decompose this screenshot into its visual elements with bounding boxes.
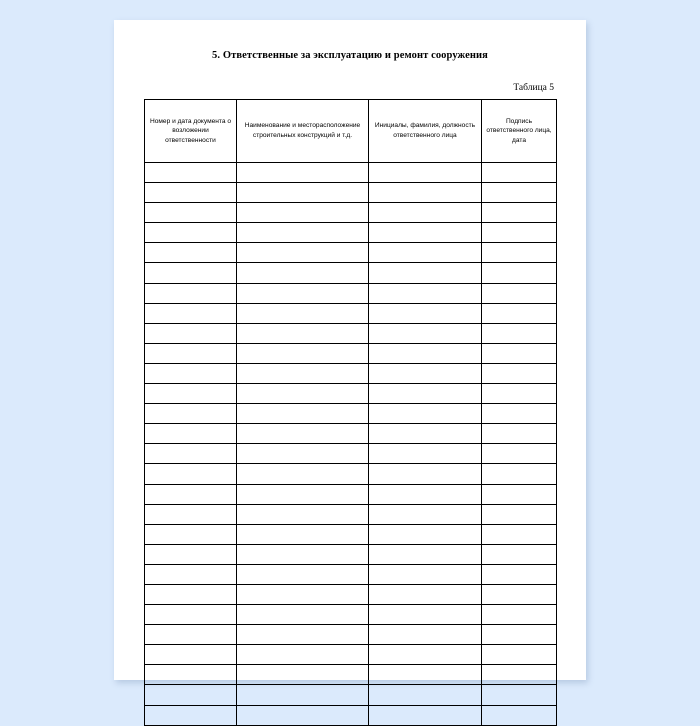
table-cell[interactable] [482, 484, 557, 504]
table-row [145, 163, 557, 183]
table-cell[interactable] [237, 384, 369, 404]
table-cell[interactable] [145, 665, 237, 685]
table-cell[interactable] [369, 384, 482, 404]
table-cell[interactable] [369, 404, 482, 424]
table-cell[interactable] [482, 163, 557, 183]
table-cell[interactable] [237, 504, 369, 524]
table-cell[interactable] [237, 464, 369, 484]
table-row [145, 524, 557, 544]
table-row [145, 584, 557, 604]
table-cell[interactable] [237, 645, 369, 665]
table-cell[interactable] [237, 323, 369, 343]
table-cell[interactable] [237, 605, 369, 625]
table-caption: Таблица 5 [513, 83, 554, 93]
table-cell[interactable] [237, 283, 369, 303]
table-cell[interactable] [369, 223, 482, 243]
table-row [145, 484, 557, 504]
table-cell[interactable] [145, 243, 237, 263]
table-cell[interactable] [482, 363, 557, 383]
table-cell[interactable] [482, 183, 557, 203]
table-cell[interactable] [369, 203, 482, 223]
table-cell[interactable] [369, 705, 482, 725]
table-body [145, 163, 557, 726]
table-cell[interactable] [145, 343, 237, 363]
table-cell[interactable] [482, 323, 557, 343]
table-cell[interactable] [482, 263, 557, 283]
table-cell[interactable] [482, 223, 557, 243]
table-cell[interactable] [145, 464, 237, 484]
table-cell[interactable] [237, 183, 369, 203]
page-title: 5. Ответственные за эксплуатацию и ремонт сооружения [212, 50, 488, 61]
table-cell[interactable] [369, 343, 482, 363]
document-content [144, 44, 556, 726]
table-cell[interactable] [482, 544, 557, 564]
table-cell[interactable] [145, 303, 237, 323]
table-cell[interactable] [369, 665, 482, 685]
table-cell[interactable] [369, 685, 482, 705]
table-row [145, 203, 557, 223]
table-cell[interactable] [482, 243, 557, 263]
table-cell[interactable] [369, 645, 482, 665]
table-cell[interactable] [237, 263, 369, 283]
table-cell[interactable] [369, 584, 482, 604]
table-cell[interactable] [237, 203, 369, 223]
table-cell[interactable] [145, 163, 237, 183]
table-cell[interactable] [369, 544, 482, 564]
table-cell[interactable] [482, 524, 557, 544]
table-cell[interactable] [482, 584, 557, 604]
column-header-structure-name-location: Наименование и месторасположение строительных конструкций и т.д. [237, 100, 369, 163]
table-cell[interactable] [482, 303, 557, 323]
table-cell[interactable] [369, 605, 482, 625]
table-cell[interactable] [237, 343, 369, 363]
table-cell[interactable] [145, 524, 237, 544]
table-cell[interactable] [237, 544, 369, 564]
table-cell[interactable] [145, 183, 237, 203]
table-cell[interactable] [369, 444, 482, 464]
table-row [145, 303, 557, 323]
table-cell[interactable] [369, 243, 482, 263]
table-header [145, 100, 557, 163]
table-header-row [145, 100, 557, 163]
table-row [145, 283, 557, 303]
table-cell[interactable] [369, 323, 482, 343]
table-cell[interactable] [145, 484, 237, 504]
table-row [145, 544, 557, 564]
table-row [145, 605, 557, 625]
table-cell[interactable] [482, 685, 557, 705]
table-row [145, 625, 557, 645]
table-cell[interactable] [145, 323, 237, 343]
table-cell[interactable] [237, 424, 369, 444]
table-cell[interactable] [482, 605, 557, 625]
table-row [145, 263, 557, 283]
table-cell[interactable] [482, 625, 557, 645]
table-row [145, 705, 557, 725]
table-cell[interactable] [482, 645, 557, 665]
table-cell[interactable] [237, 665, 369, 685]
table-cell[interactable] [145, 625, 237, 645]
table-cell[interactable] [482, 464, 557, 484]
table-cell[interactable] [145, 424, 237, 444]
column-header-responsible-person: Инициалы, фамилия, должность ответственного лица [369, 100, 482, 163]
table-cell[interactable] [145, 404, 237, 424]
table-row [145, 685, 557, 705]
table-cell[interactable] [369, 163, 482, 183]
table-cell[interactable] [369, 464, 482, 484]
table-cell[interactable] [482, 665, 557, 685]
table-cell[interactable] [145, 605, 237, 625]
table-cell[interactable] [237, 303, 369, 323]
table-cell[interactable] [237, 705, 369, 725]
table-row [145, 223, 557, 243]
table-cell[interactable] [369, 504, 482, 524]
table-row [145, 404, 557, 424]
table-cell[interactable] [482, 343, 557, 363]
table-cell[interactable] [145, 203, 237, 223]
table-row [145, 504, 557, 524]
table-cell[interactable] [237, 404, 369, 424]
table-cell[interactable] [482, 283, 557, 303]
table-cell[interactable] [145, 685, 237, 705]
table-row [145, 444, 557, 464]
table-cell[interactable] [145, 444, 237, 464]
table-cell[interactable] [237, 163, 369, 183]
table-cell[interactable] [369, 183, 482, 203]
table-cell[interactable] [482, 705, 557, 725]
table-cell[interactable] [145, 584, 237, 604]
table-cell[interactable] [482, 404, 557, 424]
table-row [145, 665, 557, 685]
table-cell[interactable] [237, 524, 369, 544]
table-row [145, 564, 557, 584]
table-cell[interactable] [237, 625, 369, 645]
table-row [145, 645, 557, 665]
table-cell[interactable] [145, 544, 237, 564]
table-cell[interactable] [369, 363, 482, 383]
table-cell[interactable] [369, 564, 482, 584]
table-cell[interactable] [145, 564, 237, 584]
table-cell[interactable] [145, 263, 237, 283]
table-cell[interactable] [237, 484, 369, 504]
table-cell[interactable] [369, 424, 482, 444]
table-cell[interactable] [482, 504, 557, 524]
table-cell[interactable] [482, 203, 557, 223]
table-cell[interactable] [369, 263, 482, 283]
column-header-signature-date: Подпись ответственного лица, дата [482, 100, 557, 163]
table-row [145, 243, 557, 263]
table-row [145, 343, 557, 363]
table-cell[interactable] [237, 363, 369, 383]
table-cell[interactable] [369, 625, 482, 645]
table-cell[interactable] [145, 384, 237, 404]
table-cell[interactable] [369, 283, 482, 303]
responsibility-table [144, 99, 557, 726]
table-cell[interactable] [237, 685, 369, 705]
document-page [114, 20, 586, 680]
table-row [145, 363, 557, 383]
table-cell[interactable] [482, 424, 557, 444]
table-cell[interactable] [369, 524, 482, 544]
table-cell[interactable] [369, 484, 482, 504]
table-cell[interactable] [145, 705, 237, 725]
table-cell[interactable] [145, 645, 237, 665]
table-cell[interactable] [369, 303, 482, 323]
table-row [145, 424, 557, 444]
table-cell[interactable] [482, 384, 557, 404]
table-cell[interactable] [482, 444, 557, 464]
table-row [145, 323, 557, 343]
table-cell[interactable] [145, 223, 237, 243]
table-cell[interactable] [482, 564, 557, 584]
table-cell[interactable] [145, 504, 237, 524]
table-cell[interactable] [237, 564, 369, 584]
table-row [145, 384, 557, 404]
table-row [145, 183, 557, 203]
column-header-document-number-date: Номер и дата документа о возложении ответственности [145, 100, 237, 163]
table-cell[interactable] [237, 584, 369, 604]
table-cell[interactable] [237, 444, 369, 464]
table-cell[interactable] [237, 243, 369, 263]
table-cell[interactable] [145, 283, 237, 303]
table-cell[interactable] [237, 223, 369, 243]
table-row [145, 464, 557, 484]
table-cell[interactable] [145, 363, 237, 383]
